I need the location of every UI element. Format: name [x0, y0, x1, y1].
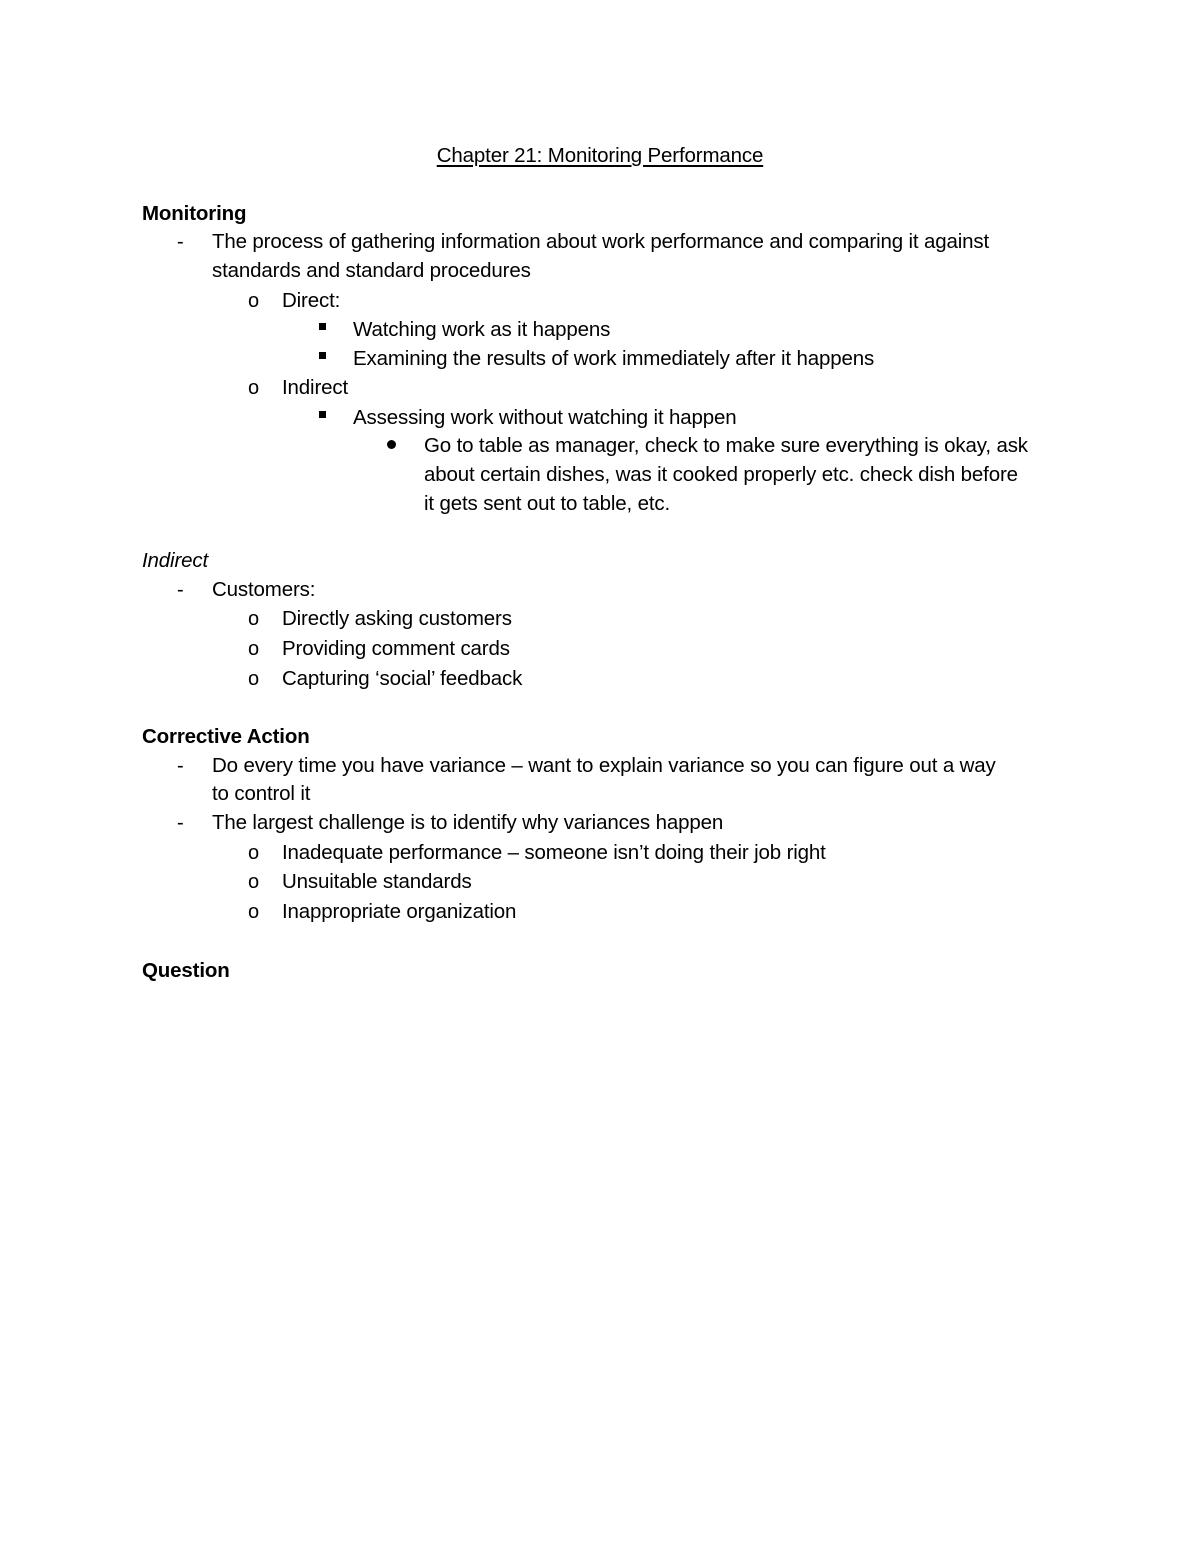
- example-line3: it gets sent out to table, etc.: [424, 492, 671, 515]
- example-line1: Go to table as manager, check to make sure everything is okay, ask: [424, 434, 1028, 457]
- cause-item: Inappropriate organization: [282, 900, 517, 923]
- question-heading: Question: [142, 959, 230, 982]
- indirect-label: Indirect: [282, 376, 349, 399]
- square-bullet-icon: [319, 352, 326, 359]
- circle-bullet: o: [248, 842, 260, 864]
- monitoring-definition-line2: standards and standard procedures: [212, 259, 531, 282]
- customers-label: Customers:: [212, 578, 316, 601]
- circle-bullet: o: [248, 377, 260, 399]
- customer-item: Directly asking customers: [282, 607, 512, 630]
- circle-bullet: o: [248, 668, 260, 690]
- monitoring-definition-line1: The process of gathering information about work performance and comparing it against: [212, 230, 990, 253]
- indirect-item: Assessing work without watching it happen: [353, 406, 737, 429]
- circle-bullet: o: [248, 608, 260, 630]
- dash-bullet: -: [177, 755, 184, 777]
- direct-item: Watching work as it happens: [353, 318, 611, 341]
- circle-bullet: o: [248, 638, 260, 660]
- corrective-item2: The largest challenge is to identify why variances happen: [212, 811, 724, 834]
- corrective-item1-line1: Do every time you have variance – want to explain variance so you can figure out a way: [212, 754, 996, 777]
- cause-item: Inadequate performance – someone isn’t doing their job right: [282, 841, 826, 864]
- direct-label: Direct:: [282, 289, 341, 312]
- customer-item: Providing comment cards: [282, 637, 510, 660]
- example-line2: about certain dishes, was it cooked properly etc. check dish before: [424, 463, 1018, 486]
- dash-bullet: -: [177, 812, 184, 834]
- corrective-action-heading: Corrective Action: [142, 725, 310, 748]
- page-title: Chapter 21: Monitoring Performance: [436, 144, 764, 167]
- circle-bullet: o: [248, 290, 260, 312]
- cause-item: Unsuitable standards: [282, 870, 472, 893]
- corrective-item1-line2: to control it: [212, 782, 311, 805]
- dash-bullet: -: [177, 231, 184, 253]
- monitoring-heading: Monitoring: [142, 202, 247, 225]
- circle-bullet: o: [248, 871, 260, 893]
- square-bullet-icon: [319, 323, 326, 330]
- indirect-heading: Indirect: [142, 549, 209, 572]
- direct-item: Examining the results of work immediately after it happens: [353, 347, 875, 370]
- dash-bullet: -: [177, 579, 184, 601]
- square-bullet-icon: [319, 411, 326, 418]
- customer-item: Capturing ‘social’ feedback: [282, 667, 523, 690]
- round-bullet-icon: [387, 440, 396, 449]
- circle-bullet: o: [248, 901, 260, 923]
